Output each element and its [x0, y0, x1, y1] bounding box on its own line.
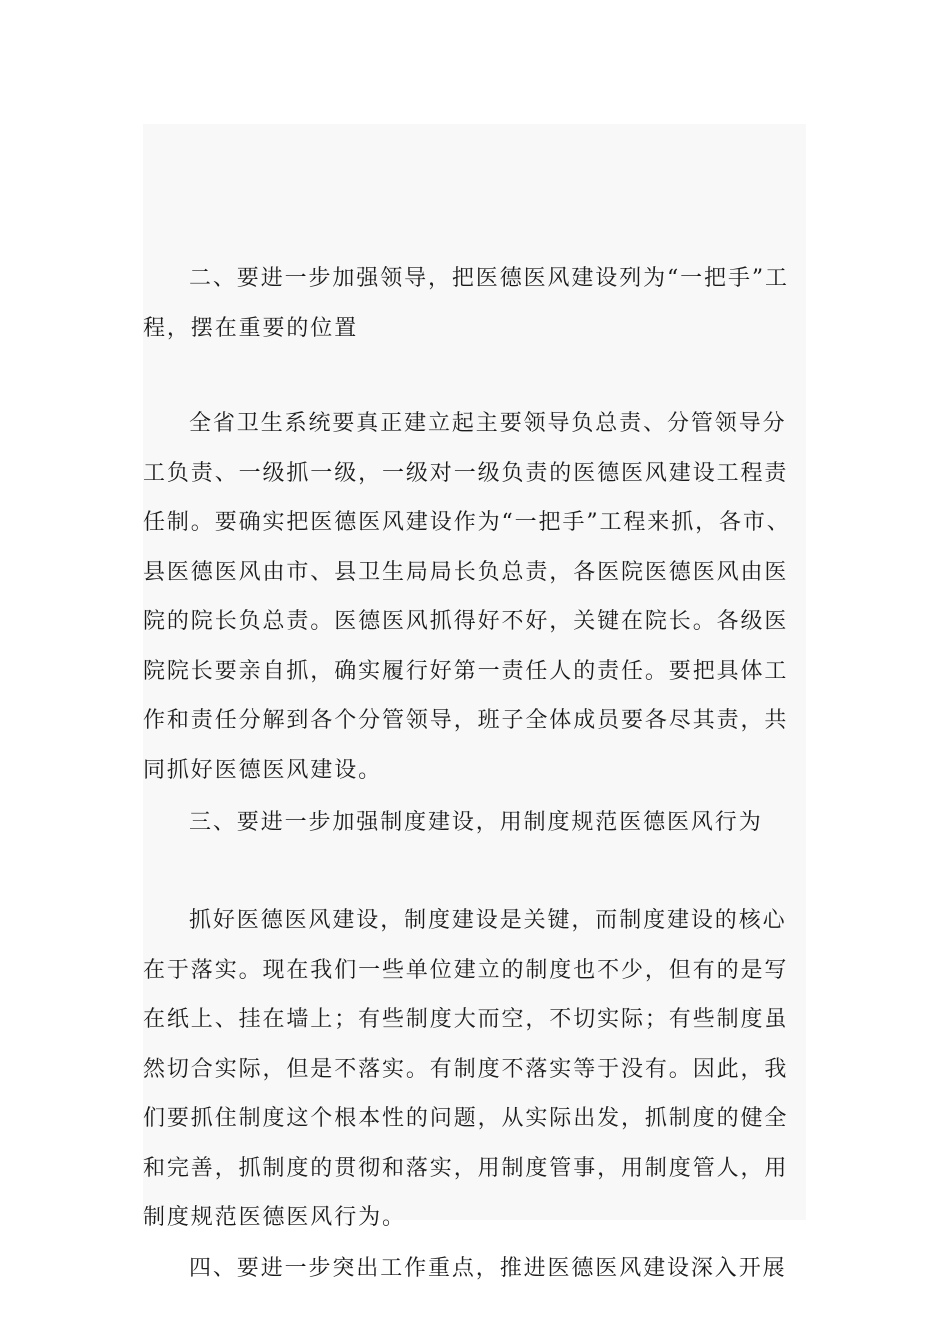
document-page	[143, 124, 806, 1281]
section-body-three: 抓好医德医风建设，制度建设是关键，而制度建设的核心在于落实。现在我们一些单位建立的制度也不少，但有的是写在纸上、挂在墙上；有些制度大而空，不切实际；有些制度虽然切合实际，但是不落实。有制度不落实等于没有。因此，我们要抓住制度这个根本性的问题，从实际出发，抓制度的健全和完善，抓制度的贯彻和落实，用制度管事，用制度管人，用制度规范医德医风行为。	[143, 908, 789, 1230]
section-heading-three: 三、要进一步加强制度建设，用制度规范医德医风行为	[189, 810, 763, 835]
section-heading-two: 二、要进一步加强领导，把医德医风建设列为“一把手”工程，摆在重要的位置	[143, 266, 789, 341]
section-heading-four: 四、要进一步突出工作重点，推进医德医风建设深入开展	[189, 1256, 787, 1281]
section-body-two: 全省卫生系统要真正建立起主要领导负总责、分管领导分工负责、一级抓一级，一级对一级负责的医德医风建设工程责任制。要确实把医德医风建设作为“一把手”工程来抓，各市、县医德医风由市、县卫生局局长负总责，各医院医德医风由医院的院长负总责。医德医风抓得好不好，关键在院长。各级医院院长要亲自抓，确实履行好第一责任人的责任。要把具体工作和责任分解到各个分管领导，班子全体成员要各尽其责，共同抓好医德医风建设。	[143, 411, 791, 783]
